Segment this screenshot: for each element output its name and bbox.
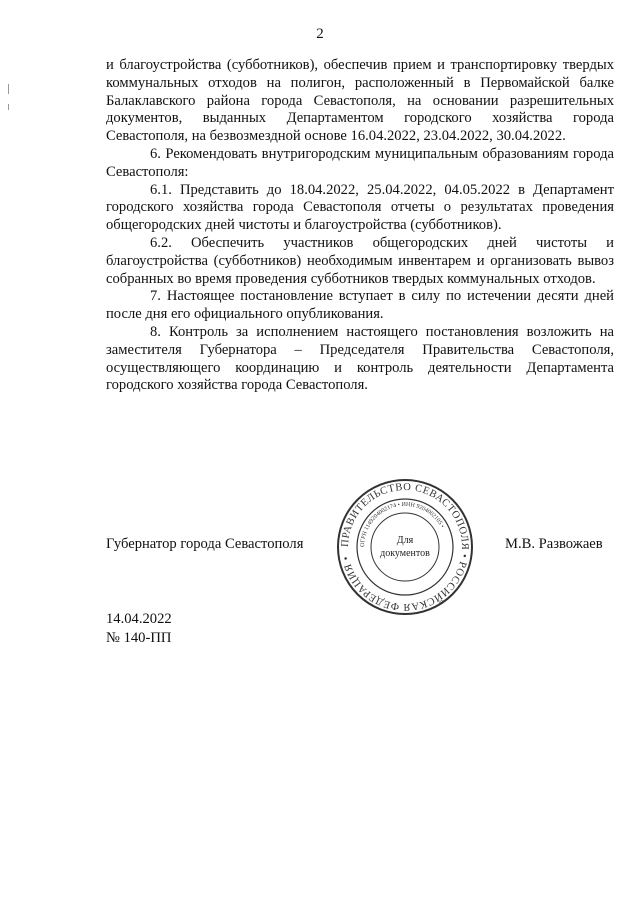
document-date: 14.04.2022 xyxy=(106,611,172,627)
paragraph-6-1: 6.1. Представить до 18.04.2022, 25.04.2022, 04.05.2022 в Департамент городского хозяйства города Севастополя отчеты о результатах проведения общегородских дней чистоты и благоустройства (субботников). xyxy=(106,181,614,234)
seal-center-line2: документов xyxy=(380,548,430,559)
seal-center-line1: Для xyxy=(396,535,414,546)
document-number: № 140-ПП xyxy=(106,630,172,646)
scan-edge-mark xyxy=(8,104,9,110)
signatory-name: М.В. Развожаев xyxy=(505,536,603,552)
seal-inner-ring xyxy=(371,513,439,581)
paragraph-6-2: 6.2. Обеспечить участников общегородских дней чистоты и благоустройства (субботников) необходимым инвентарем и организовать вывоз собранных во время проведения субботников твердых коммунальных отходов. xyxy=(106,234,614,287)
scan-edge-mark xyxy=(8,84,9,94)
document-body xyxy=(106,57,614,395)
svg-text:ПРАВИТЕЛЬСТВО СЕВАСТОПОЛЯ • РО xyxy=(340,482,470,612)
paragraph-7: 7. Настоящее постановление вступает в силу по истечении десяти дней после дня его официального опубликования. xyxy=(106,288,614,323)
paragraph-continuation: и благоустройства (субботников), обеспечив прием и транспортировку твердых коммунальных отходов на полигон, расположенный в Первомайской балке Балаклавского района города Севастополя, на основании разрешительных документов, выданных Департаментом городского хозяйства города Севастополя, на безвозмездной основе 16.04.2022, 23.04.2022, 30.04.2022. xyxy=(106,57,614,145)
signatory-title: Губернатор города Севастополя xyxy=(106,536,304,552)
seal-outer-ring xyxy=(338,480,472,614)
seal-outer-text: ПРАВИТЕЛЬСТВО СЕВАСТОПОЛЯ • РОССИЙСКАЯ ФЕДЕРАЦИЯ • xyxy=(339,481,471,613)
seal-inner-text: ОГРН 1149204002174 • ИНН 9204002105 • xyxy=(359,501,445,548)
official-seal xyxy=(334,476,476,618)
page-number: 2 xyxy=(316,26,324,42)
paragraph-8: 8. Контроль за исполнением настоящего постановления возложить на заместителя Губернатора – Председателя Правительства Севастополя, осуществляющего координацию и контроль деятельности Департамента городского хозяйства города Севастополя. xyxy=(106,323,614,394)
paragraph-6: 6. Рекомендовать внутригородским муниципальным образованиям города Севастополя: xyxy=(106,145,614,180)
